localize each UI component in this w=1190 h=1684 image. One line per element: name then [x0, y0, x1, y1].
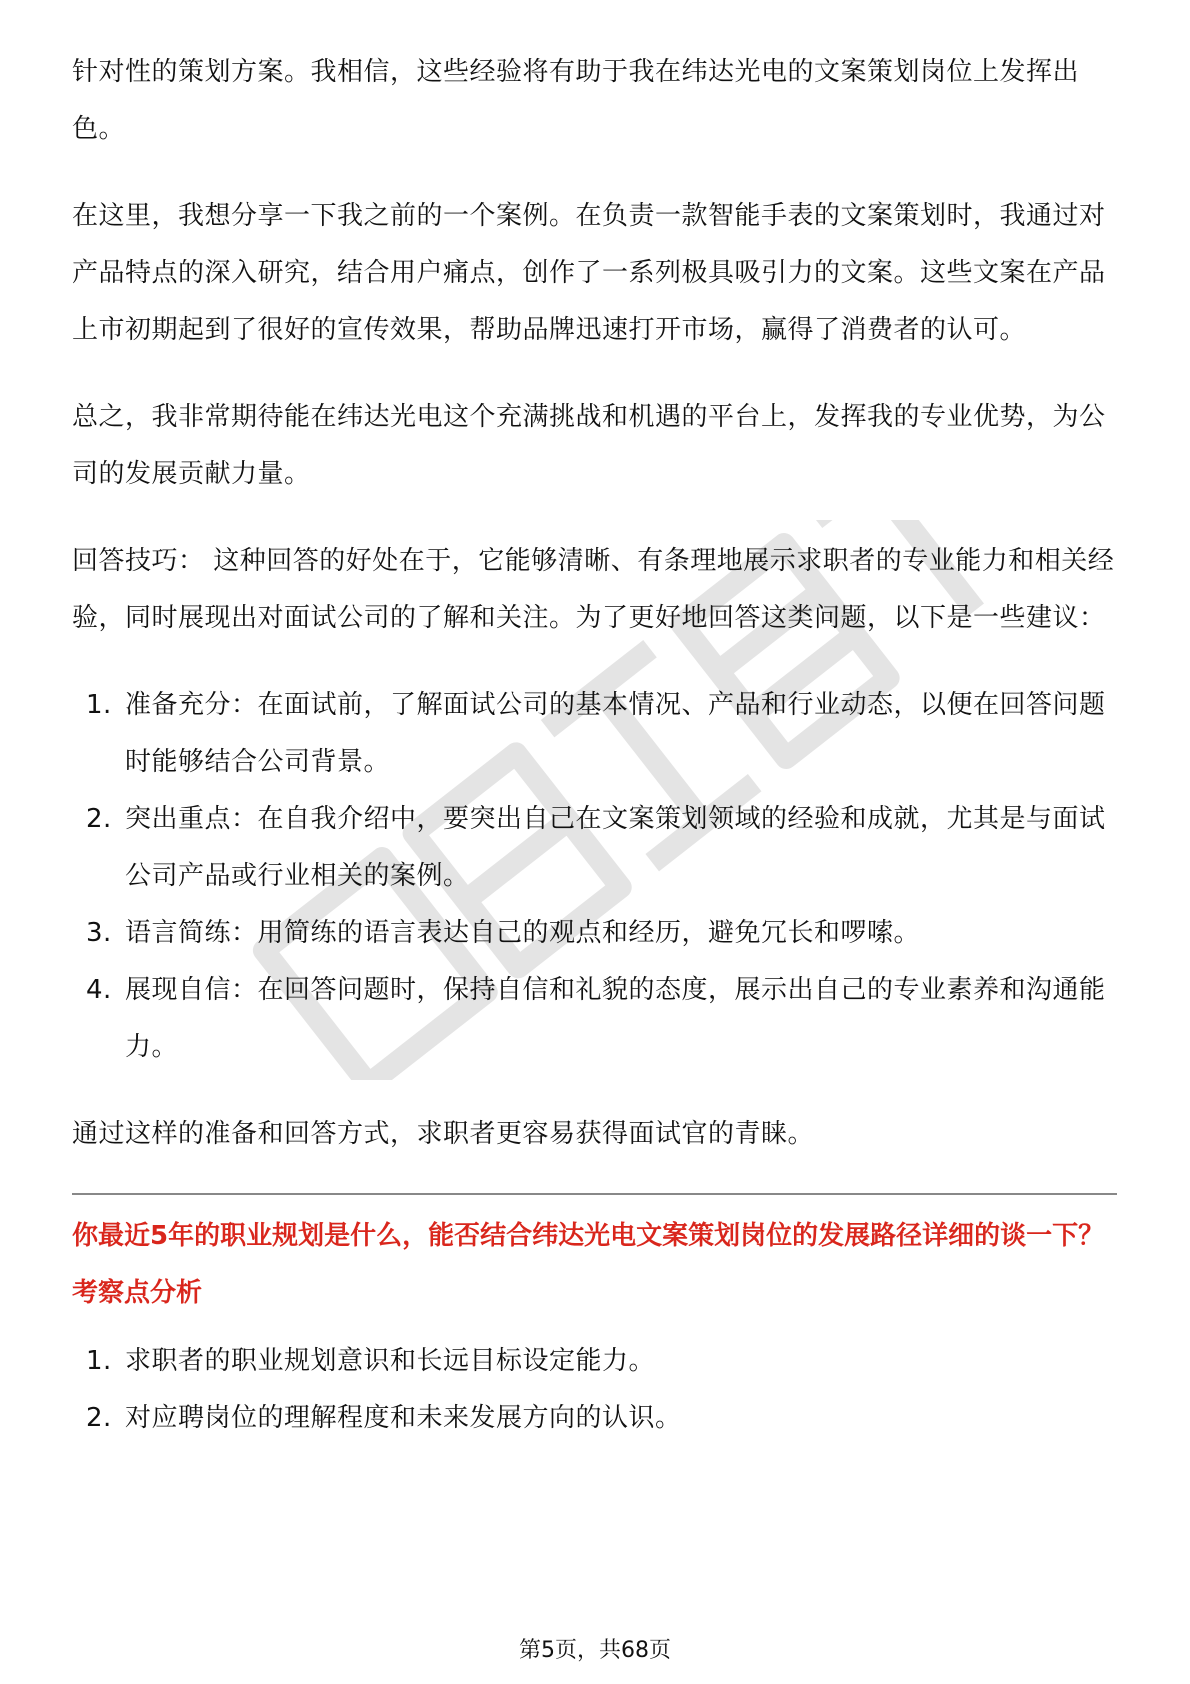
- list-item-number: 1.: [86, 1346, 112, 1376]
- tips-list: [72, 677, 1117, 1076]
- list-item-number: 3.: [86, 918, 112, 948]
- list-item-text: 求职者的职业规划意识和长远目标设定能力。: [125, 1346, 656, 1376]
- interview-question-heading: 你最近5年的职业规划是什么，能否结合纬达光电文案策划岗位的发展路径详细的谈一下？: [72, 1221, 1105, 1251]
- list-item-text: 展现自信：在回答问题时，保持自信和礼貌的态度，展示出自己的专业素养和沟通能力。: [125, 975, 1106, 1062]
- list-item-number: 2.: [86, 804, 112, 834]
- list-item: [72, 962, 1117, 1076]
- paragraph-closing: 通过这样的准备和回答方式，求职者更容易获得面试官的青睐。: [72, 1119, 815, 1149]
- list-item: [72, 1333, 1117, 1390]
- list-item-text: 对应聘岗位的理解程度和未来发展方向的认识。: [125, 1403, 682, 1433]
- document-body: [72, 44, 1117, 1477]
- paragraph-case-study: 在这里，我想分享一下我之前的一个案例。在负责一款智能手表的文案策划时，我通过对产品特点的深入研究，结合用户痛点，创作了一系列极具吸引力的文案。这些文案在产品上市初期起到了很好的宣传效果，帮助品牌迅速打开市场，赢得了消费者的认可。: [72, 201, 1106, 345]
- section-divider: [72, 1193, 1117, 1195]
- analysis-points-list: [72, 1333, 1117, 1447]
- list-item-number: 1.: [86, 690, 112, 720]
- list-item: [72, 1390, 1117, 1447]
- paragraph-experience: 针对性的策划方案。我相信，这些经验将有助于我在纬达光电的文案策划岗位上发挥出色。: [72, 57, 1080, 144]
- list-item: [72, 677, 1117, 791]
- list-item-number: 4.: [86, 975, 112, 1005]
- analysis-section-title: 考察点分析: [72, 1278, 203, 1308]
- page-number-footer: 第5页，共68页: [519, 1638, 671, 1663]
- paragraph-conclusion: 总之，我非常期待能在纬达光电这个充满挑战和机遇的平台上，发挥我的专业优势，为公司的发展贡献力量。: [72, 402, 1106, 489]
- list-item-text: 语言简练：用简练的语言表达自己的观点和经历，避免冗长和啰嗦。: [125, 918, 921, 948]
- list-item-number: 2.: [86, 1403, 112, 1433]
- list-item-text: 准备充分：在面试前，了解面试公司的基本情况、产品和行业动态，以便在回答问题时能够结合公司背景。: [125, 690, 1106, 777]
- list-item-text: 突出重点：在自我介绍中，要突出自己在文案策划领域的经验和成就，尤其是与面试公司产品或行业相关的案例。: [125, 804, 1106, 891]
- list-item: [72, 791, 1117, 905]
- paragraph-answer-tips: 回答技巧： 这种回答的好处在于，它能够清晰、有条理地展示求职者的专业能力和相关经验，同时展现出对面试公司的了解和关注。为了更好地回答这类问题，以下是一些建议：: [72, 546, 1115, 633]
- list-item: [72, 905, 1117, 962]
